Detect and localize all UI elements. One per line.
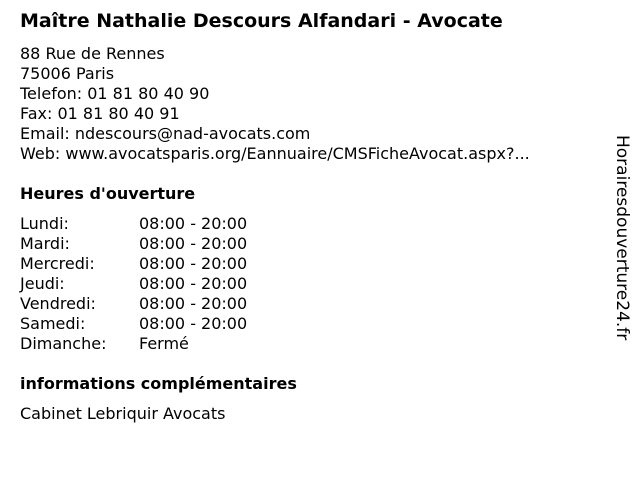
hours-value: 08:00 - 20:00: [139, 234, 248, 253]
address-city: 75006 Paris: [20, 64, 115, 83]
hours-value: 08:00 - 20:00: [139, 274, 248, 293]
hours-table: [20, 214, 247, 354]
hours-row-tuesday: [20, 234, 247, 254]
hours-value: 08:00 - 20:00: [139, 214, 248, 233]
phone-text: Telefon: 01 81 80 40 90: [20, 84, 210, 103]
day-label: Vendredi:: [20, 294, 96, 313]
web-text: Web: www.avocatsparis.org/Eannuaire/CMSFicheAvocat.aspx?...: [20, 144, 530, 163]
hours-row-saturday: [20, 314, 247, 334]
hours-value: 08:00 - 20:00: [139, 314, 248, 333]
fax-text: Fax: 01 81 80 40 91: [20, 104, 180, 123]
day-label: Samedi:: [20, 314, 86, 333]
hours-value: 08:00 - 20:00: [139, 294, 248, 313]
site-watermark: Horairesdouverture24.fr: [612, 135, 632, 341]
email-text: Email: ndescours@nad-avocats.com: [20, 124, 311, 143]
info-heading: informations complémentaires: [20, 374, 297, 393]
hours-row-thursday: [20, 274, 247, 294]
day-label: Lundi:: [20, 214, 69, 233]
day-label: Mardi:: [20, 234, 70, 253]
page-title: Maître Nathalie Descours Alfandari - Avocate: [20, 10, 503, 32]
day-label: Mercredi:: [20, 254, 95, 273]
hours-heading: Heures d'ouverture: [20, 184, 196, 203]
contact-block: [20, 44, 530, 164]
hours-row-friday: [20, 294, 247, 314]
hours-value: 08:00 - 20:00: [139, 254, 248, 273]
day-label: Dimanche:: [20, 334, 107, 353]
hours-value: Fermé: [139, 334, 189, 353]
address-street: 88 Rue de Rennes: [20, 44, 165, 63]
hours-row-monday: [20, 214, 247, 234]
day-label: Jeudi:: [20, 274, 65, 293]
hours-row-wednesday: [20, 254, 247, 274]
info-text: Cabinet Lebriquir Avocats: [20, 404, 226, 423]
hours-row-sunday: [20, 334, 247, 354]
